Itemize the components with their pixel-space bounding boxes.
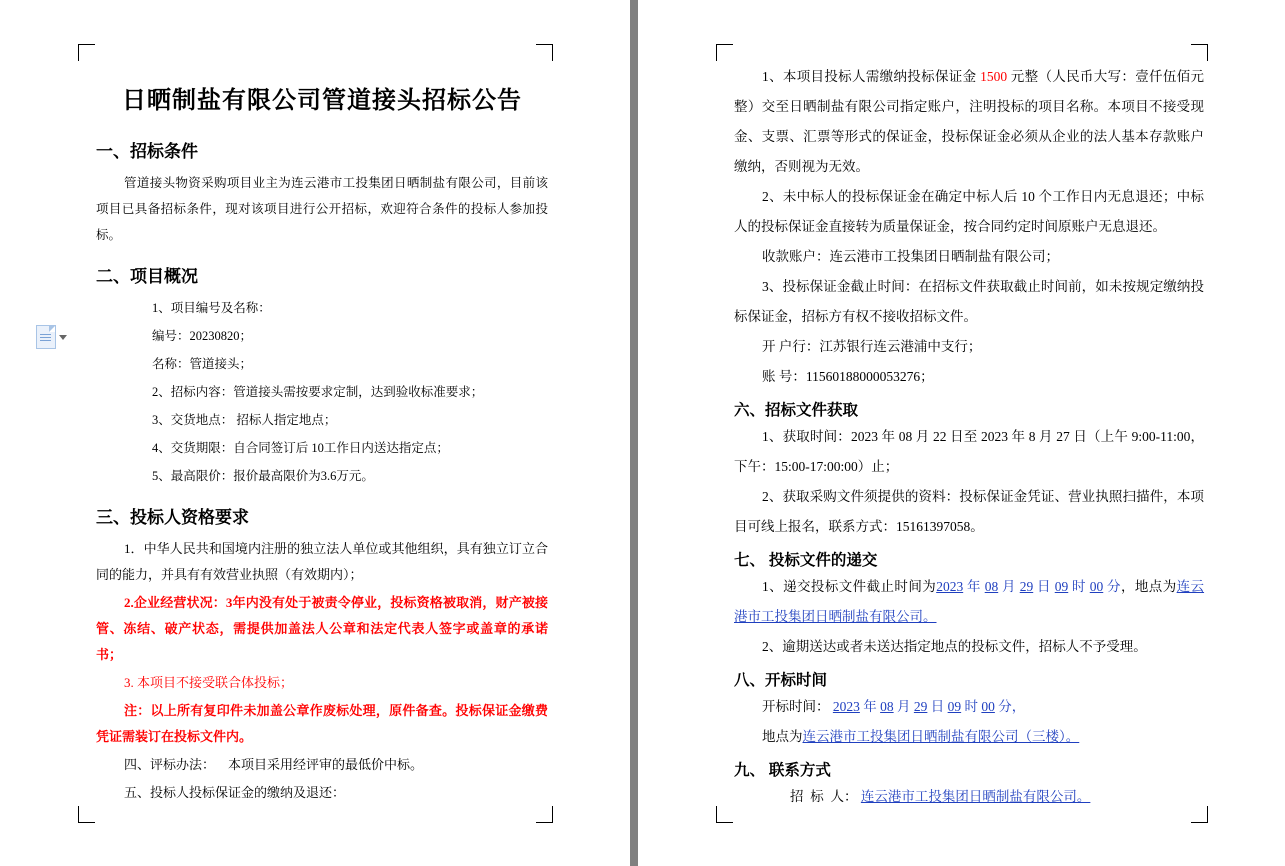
document-icon[interactable] <box>36 325 56 349</box>
open-year: 2023 <box>832 699 860 714</box>
section-4-line <box>96 752 548 778</box>
submit-hour: 09 <box>1054 579 1069 594</box>
floating-document-control[interactable] <box>36 325 67 349</box>
submit-day: 29 <box>1019 579 1034 594</box>
submit-month: 08 <box>984 579 999 594</box>
open-month: 08 <box>880 699 894 714</box>
right-page-content <box>734 62 1204 812</box>
s8-h: 时 <box>961 699 982 714</box>
crop-mark-bottom-left <box>78 806 95 823</box>
deposit-text-post: 元整（人民币大写：壹仟伍佰元整）交至日晒制盐有限公司指定账户，注明投标的项目名称。本项目不接受现金、支票、汇票等形式的保证金，投标保证金必须从企业的法人基本存款账户缴纳，否则视为无效。 <box>734 69 1205 174</box>
section-3-line-3: 3. 本项目不接受联合体投标； <box>124 675 294 690</box>
s7-m: 月 <box>998 579 1020 594</box>
section-6-line-2: 2、获取采购文件须提供的资料：投标保证金凭证、营业执照扫描件，本项目可线上报名，联系方式：15161397058。 <box>734 489 1204 534</box>
s8-d: 日 <box>927 699 948 714</box>
page-title: 日晒制盐有限公司管道接头招标公告 <box>122 88 522 114</box>
page-left <box>0 0 630 866</box>
deposit-paragraph <box>734 62 1204 182</box>
contact-organization: 连云港市工投集团日晒制盐有限公司。 <box>860 789 1091 804</box>
section-heading-7: 七、 投标文件的递交 <box>734 552 878 569</box>
crop-mark-top-left-2 <box>716 44 733 61</box>
crop-mark-bottom-left-2 <box>716 806 733 823</box>
section-8-line-2 <box>734 722 1204 752</box>
section-3-line-1: 1．中华人民共和国境内注册的独立法人单位或其他组织，具有独立订立合同的能力，并具有有效营业执照（有效期内）； <box>96 541 548 582</box>
s7-d: 日 <box>1033 579 1055 594</box>
s8-pre: 开标时间： <box>762 699 833 714</box>
crop-mark-bottom-right <box>536 806 553 823</box>
bank-account-line: 账 号：11560188000053276； <box>762 369 934 384</box>
section-heading-4: 四、评标办法： <box>124 757 216 772</box>
section-2-line-4: 2、招标内容：管道接头需按要求定制，达到验收标准要求； <box>152 385 484 399</box>
section-heading-6: 六、招标文件获取 <box>734 402 859 419</box>
section-heading-2: 二、项目概况 <box>96 267 198 286</box>
deposit-deadline-paragraph: 3、投标保证金截止时间：在招标文件获取截止时间前，如未按规定缴纳投标保证金，招标方有权不接收招标文件。 <box>734 279 1204 324</box>
s7-post: ，地点为 <box>1120 579 1177 594</box>
section-2-line-1: 1、项目编号及名称： <box>152 301 271 315</box>
section-3-line-2: 2.企业经营状况：3年内没有处于被责令停业，投标资格被取消，财产被接管、冻结、破产状态，需提供加盖法人公章和法定代表人签字或盖章的承诺书； <box>96 595 548 662</box>
s7-pre: 1、递交投标文件截止时间为 <box>762 579 937 594</box>
deposit-amount: 1500 <box>980 69 1008 84</box>
s7-h: 时 <box>1068 579 1090 594</box>
s7-min: 分 <box>1103 579 1121 594</box>
crop-mark-top-left <box>78 44 95 61</box>
section-heading-8: 八、开标时间 <box>734 672 828 689</box>
crop-mark-top-right <box>536 44 553 61</box>
section-2-line-2: 编号：20230820； <box>152 329 253 343</box>
section-2-line-3: 名称：管道接头； <box>152 357 253 371</box>
refund-paragraph: 2、未中标人的投标保证金在确定中标人后 10 个工作日内无息退还；中标人的投标保证金直接转为质量保证金，按合同约定时间原账户无息退还。 <box>734 189 1204 234</box>
section-6-line-1: 1、获取时间：2023 年 08 月 22 日至 2023 年 8 月 27 日（上午 9:00-11:00，下午：15:00-17:00:00）止； <box>734 429 1204 474</box>
section-2-line-5: 3、交货地点： 招标人指定地点； <box>152 413 337 427</box>
left-page-content <box>96 62 548 808</box>
section-heading-1: 一、招标条件 <box>96 142 198 161</box>
open-hour: 09 <box>947 699 962 714</box>
submit-minute: 00 <box>1089 579 1104 594</box>
section-3-note: 注：以上所有复印件未加盖公章作废标处理，原件备查。投标保证金缴费凭证需装订在投标文件内。 <box>96 703 548 744</box>
s8-loc-pre: 地点为 <box>762 729 803 744</box>
section-7-line-2: 2、逾期送达或者未送达指定地点的投标文件，招标人不予受理。 <box>762 639 1147 654</box>
section-4-text: 本项目采用经评审的最低价中标。 <box>228 757 424 772</box>
s8-min: 分， <box>994 699 1026 714</box>
section-9-line-1 <box>734 782 1204 812</box>
page-right <box>638 0 1285 866</box>
deposit-text-pre: 1、本项目投标人需缴纳投标保证金 <box>762 69 981 84</box>
bank-name-line: 开 户行：江苏银行连云港浦中支行； <box>762 339 982 354</box>
page-gutter <box>630 0 638 866</box>
section-heading-9: 九、 联系方式 <box>734 762 831 779</box>
s8-m: 月 <box>893 699 914 714</box>
s8-y: 年 <box>859 699 881 714</box>
submit-year: 2023 <box>936 579 964 594</box>
open-location: 连云港市工投集团日晒制盐有限公司（三楼）。 <box>802 729 1080 744</box>
section-2-line-6: 4、交货期限：自合同签订后 10工作日内送达指定点； <box>152 441 449 455</box>
s7-y: 年 <box>963 579 985 594</box>
crop-mark-top-right-2 <box>1191 44 1208 61</box>
section-8-line-1 <box>734 692 1204 722</box>
section-heading-5: 五、投标人投标保证金的缴纳及退还： <box>124 785 346 800</box>
open-minute: 00 <box>981 699 995 714</box>
caret-down-icon[interactable] <box>59 335 67 340</box>
section-heading-3: 三、投标人资格要求 <box>96 508 249 527</box>
section-1-paragraph: 管道接头物资采购项目业主为连云港市工投集团日晒制盐有限公司，目前该项目已具备招标条件，现对该项目进行公开招标，欢迎符合条件的投标人参加投标。 <box>96 176 548 242</box>
open-day: 29 <box>913 699 928 714</box>
section-7-line-1 <box>734 572 1204 632</box>
submit-location: 连云港市工投集团日晒制盐有限公司。 <box>734 579 1205 624</box>
payee-account-line: 收款账户：连云港市工投集团日晒制盐有限公司； <box>762 249 1059 264</box>
s9-pre: 招 标 人： <box>790 789 861 804</box>
section-2-line-7: 5、最高限价：报价最高限价为3.6万元。 <box>152 469 374 483</box>
